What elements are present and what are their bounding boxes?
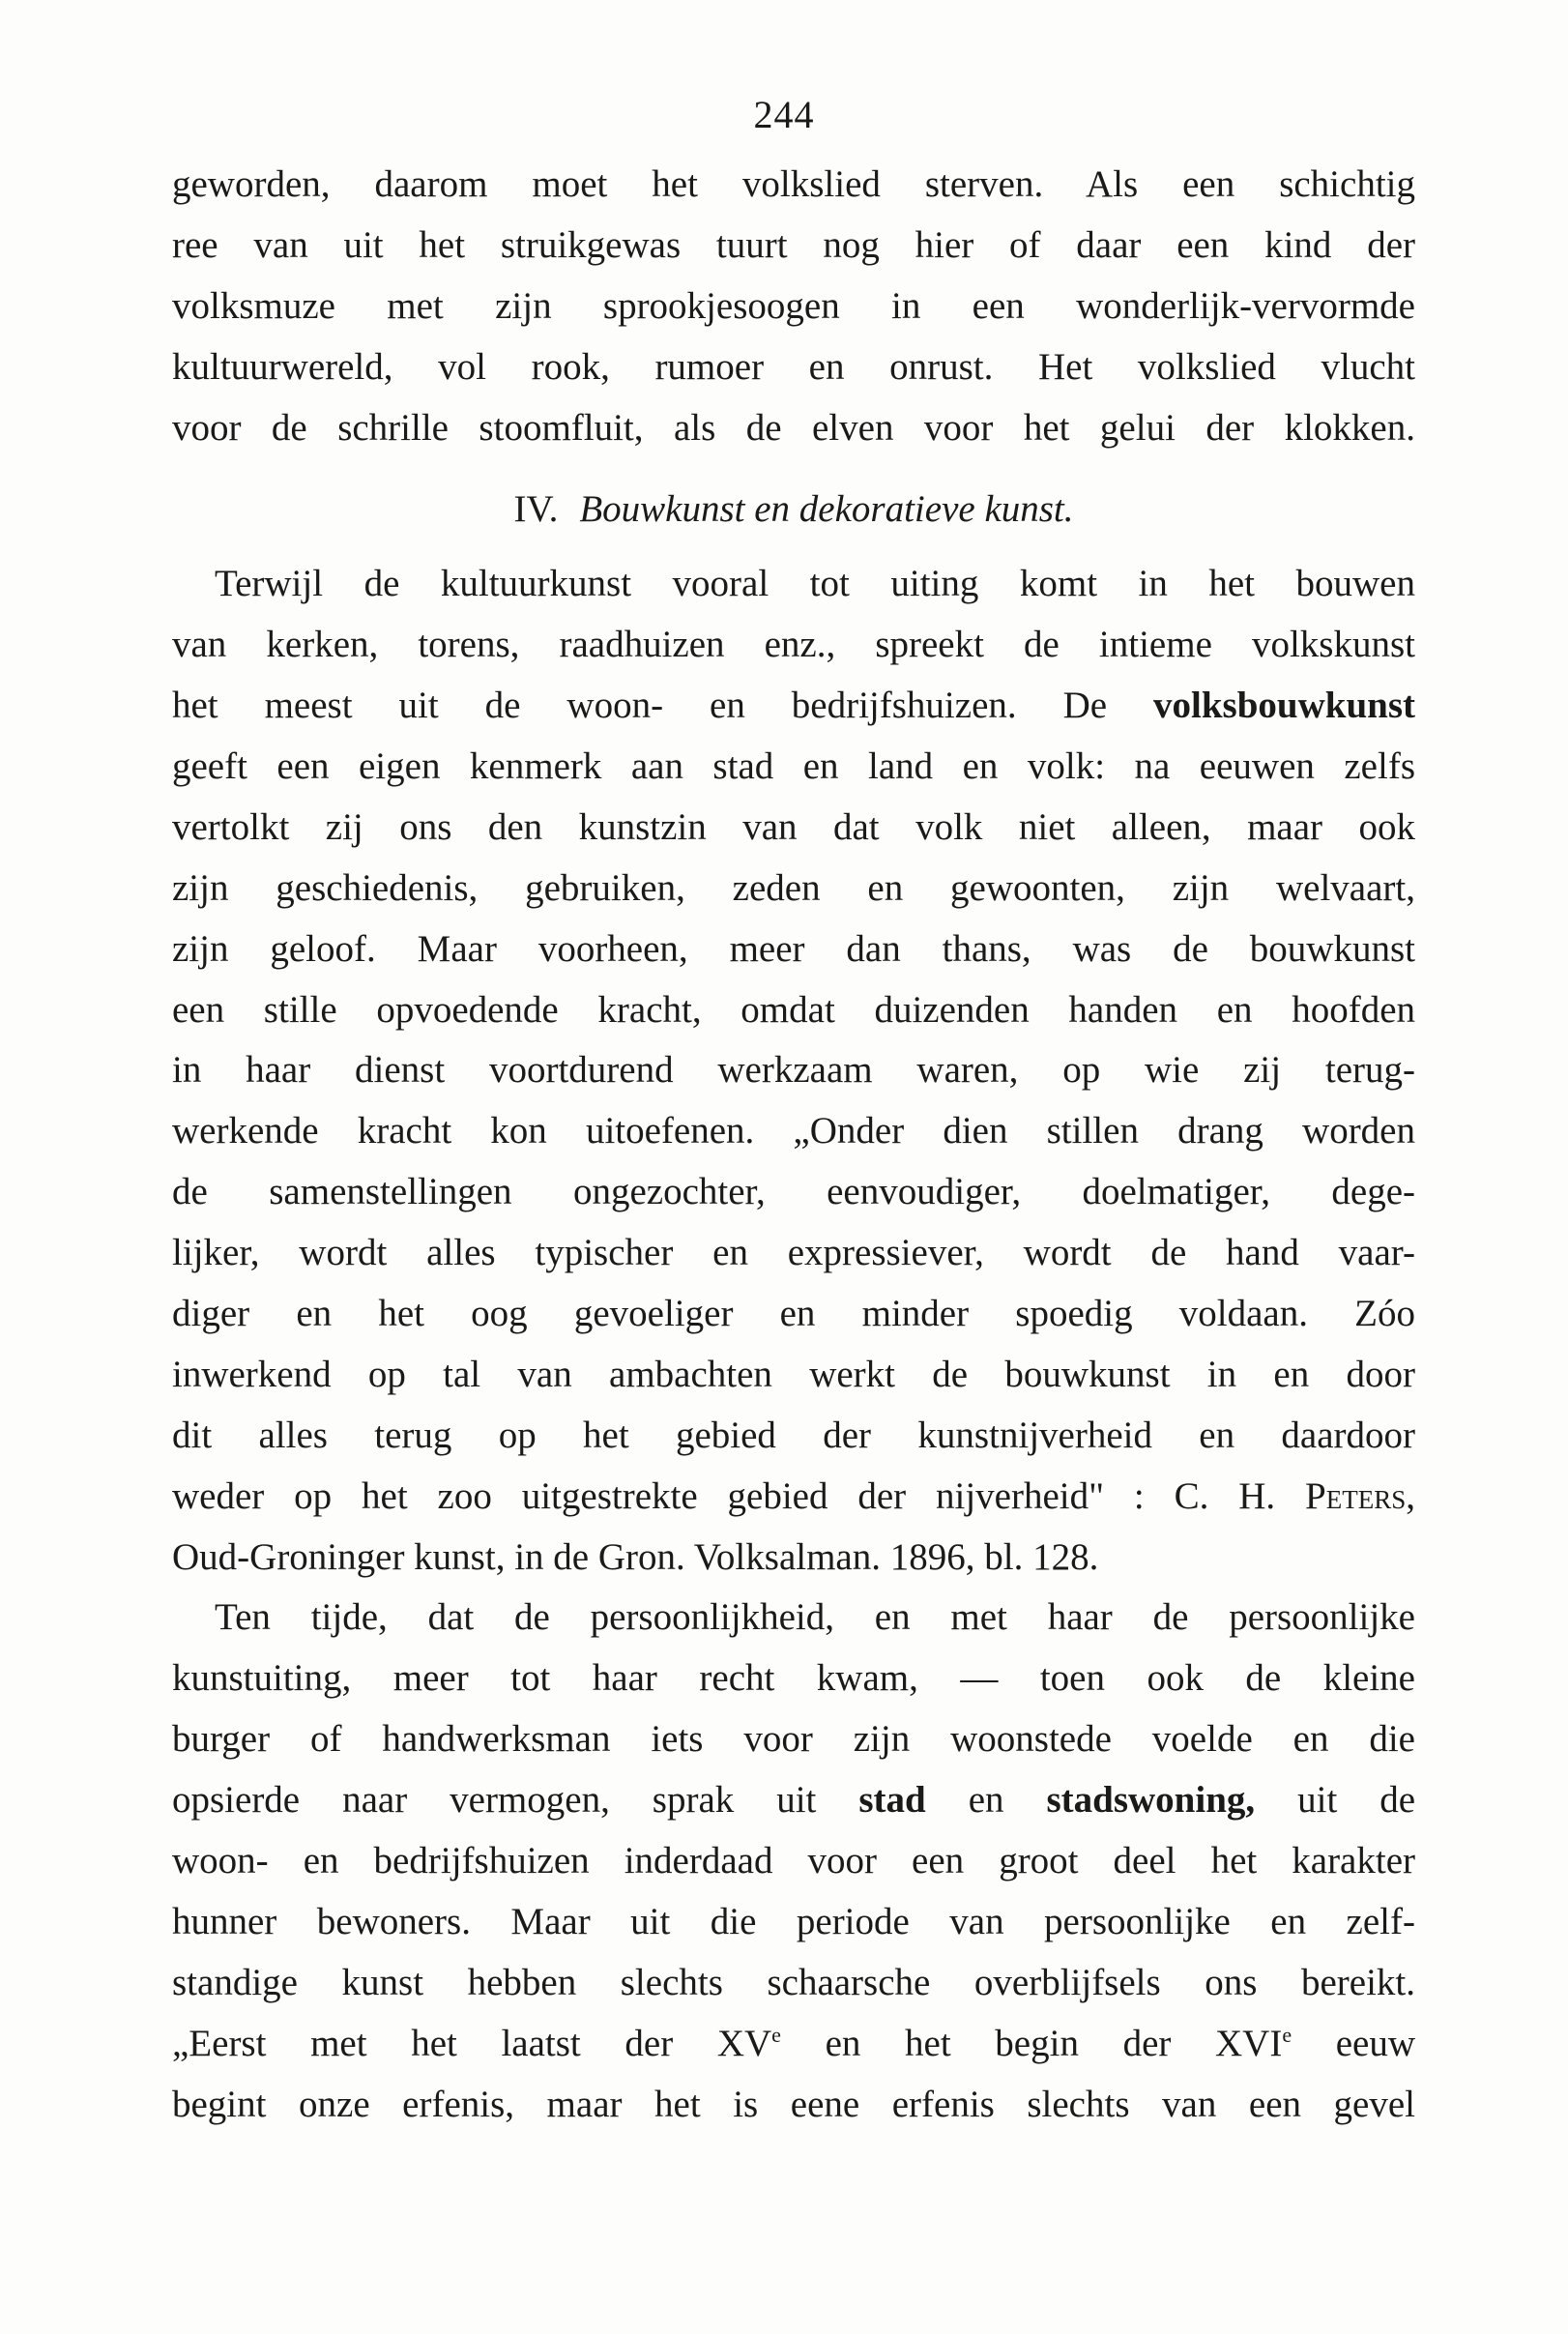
- text-line: woon- en bedrijfshuizen inderdaad voor een groot deel het karakter: [172, 1840, 1415, 1882]
- author-name: Peters,: [1305, 1474, 1415, 1517]
- paragraph-2: [172, 554, 1415, 1588]
- text-fragment: opsierde naar vermogen, sprak uit: [172, 1779, 817, 1822]
- text-line: diger en het oog gevoeliger en minder spoedig voldaan. Zóo: [172, 1293, 1415, 1335]
- text-fragment: en het begin der XVI: [825, 2022, 1283, 2064]
- text-fragment: en: [968, 1779, 1004, 1822]
- text-line: Ten tijde, dat de persoonlijkheid, en met haar de persoonlijke: [215, 1596, 1415, 1639]
- text-line: burger of handwerksman iets voor zijn woonstede voelde en die: [172, 1718, 1415, 1761]
- text-line: een stille opvoedende kracht, omdat duizenden handen en hoofden: [172, 988, 1415, 1031]
- text-fragment: weder op het zoo uitgestrekte gebied der nijverheid" : C. H.: [172, 1474, 1276, 1517]
- text-line: geeft een eigen kenmerk aan stad en land en volk: na eeuwen zelfs: [172, 745, 1415, 788]
- text-column: [172, 155, 1415, 2136]
- text-line: Oud-Groninger kunst, in de Gron. Volksalman. 1896, bl. 128.: [172, 1535, 1099, 1578]
- bold-term: stad: [858, 1779, 926, 1822]
- text-line: [172, 2014, 1415, 2075]
- paragraph-1: [172, 155, 1415, 458]
- text-line: de samenstellingen ongezochter, eenvoudiger, doelmatiger, dege-: [172, 1171, 1415, 1213]
- text-line: zijn geloof. Maar voorheen, meer dan thans, was de bouwkunst: [172, 927, 1415, 970]
- section-number: IV.: [513, 488, 559, 531]
- text-line: voor de schrille stoomfluit, als de elven voor het gelui der klokken.: [172, 406, 1415, 449]
- text-line: [172, 1770, 1415, 1831]
- text-line: werkende kracht kon uitoefenen. „Onder dien stillen drang worden: [172, 1110, 1415, 1152]
- text-line: ree van uit het struikgewas tuurt nog hier of daar een kind der: [172, 223, 1415, 266]
- text-line: Terwijl de kultuurkunst vooral tot uiting komt in het bouwen: [215, 563, 1415, 605]
- text-line: lijker, wordt alles typischer en expressiever, wordt de hand vaar-: [172, 1232, 1415, 1274]
- text-line: in haar dienst voortdurend werkzaam waren, op wie zij terug-: [172, 1049, 1415, 1092]
- text-fragment: het meest uit de woon- en bedrijfshuizen. De: [172, 685, 1108, 727]
- bold-term: stadswoning,: [1046, 1779, 1256, 1822]
- section-heading: [172, 480, 1415, 540]
- text-line: zijn geschiedenis, gebruiken, zeden en gewoonten, zijn welvaart,: [172, 866, 1415, 909]
- text-line: geworden, daarom moet het volkslied sterven. Als een schichtig: [172, 163, 1415, 205]
- section-title: Bouwkunst en dekoratieve kunst.: [579, 488, 1074, 531]
- text-line: vertolkt zij ons den kunstzin van dat volk niet alleen, maar ook: [172, 805, 1415, 848]
- text-line: [172, 676, 1415, 737]
- text-line: kunstuiting, meer tot haar recht kwam, — toen ook de kleine: [172, 1657, 1415, 1700]
- superscript: e: [771, 2022, 781, 2047]
- text-line: kultuurwereld, vol rook, rumoer en onrust. Het volkslied vlucht: [172, 345, 1415, 388]
- text-line: hunner bewoners. Maar uit die periode van persoonlijke en zelf-: [172, 1900, 1415, 1942]
- text-line: [172, 1467, 1415, 1528]
- bold-term: volksbouwkunst: [1153, 685, 1415, 727]
- text-line: begint onze erfenis, maar het is eene erfenis slechts van een gevel: [172, 2083, 1415, 2125]
- text-line: inwerkend op tal van ambachten werkt de bouwkunst in en door: [172, 1353, 1415, 1395]
- text-line: van kerken, torens, raadhuizen enz., spreekt de intieme volkskunst: [172, 624, 1415, 666]
- text-fragment: uit de: [1297, 1779, 1415, 1822]
- paragraph-3: [172, 1588, 1415, 2135]
- text-fragment: eeuw: [1335, 2022, 1415, 2064]
- superscript: e: [1282, 2022, 1292, 2047]
- text-line: volksmuze met zijn sprookjesoogen in een wonderlijk-vervormde: [172, 284, 1415, 327]
- text-line: standige kunst hebben slechts schaarsche overblijfsels ons bereikt.: [172, 1961, 1415, 2003]
- text-line: dit alles terug op het gebied der kunstnijverheid en daardoor: [172, 1414, 1415, 1456]
- page-number: 244: [753, 93, 815, 136]
- text-fragment: „Eerst met het laatst der XV: [172, 2022, 772, 2064]
